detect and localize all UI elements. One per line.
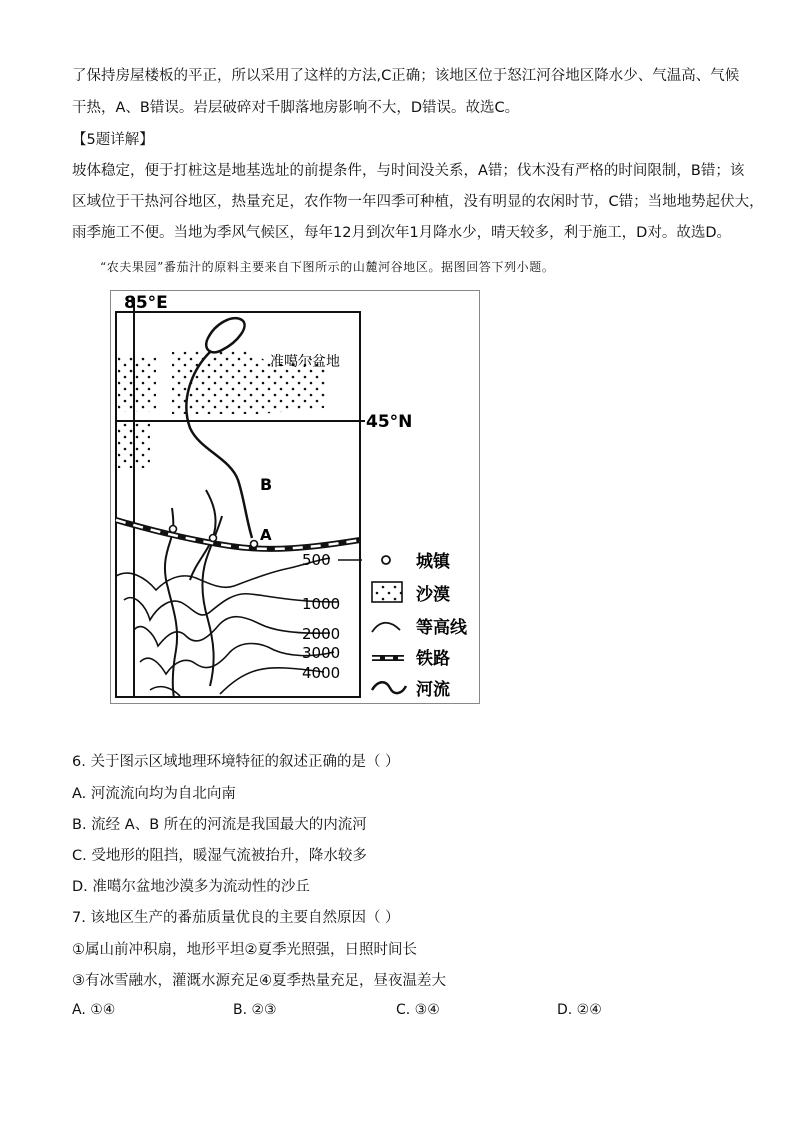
answer-text-line-2: 干热，A、B错误。岩层破碎对千脚落地房影响不大，D错误。故选C。 bbox=[72, 100, 520, 116]
contour-label-2000: 2000 bbox=[302, 625, 341, 643]
basin-label: 准噶尔盆地 bbox=[270, 354, 340, 370]
q5-text-line-3: 雨季施工不便。当地为季风气候区，每年12月到次年1月降水少，晴天较多，利于施工，D对。故选D。 bbox=[72, 225, 732, 241]
q7-option-a: A. ①④ bbox=[72, 1002, 116, 1018]
legend-contour-label: 等高线 bbox=[416, 618, 467, 638]
q7-stem: 7. 该地区生产的番茄质量优良的主要自然原因（ ） bbox=[72, 910, 400, 926]
q7-option-d: D. ②④ bbox=[557, 1002, 602, 1018]
legend-town-label: 城镇 bbox=[416, 552, 450, 572]
q6-option-c: C. 受地形的阻挡，暖湿气流被抬升，降水较多 bbox=[72, 848, 367, 864]
town-marker bbox=[210, 535, 217, 542]
q7-option-c: C. ③④ bbox=[396, 1002, 440, 1018]
contour-label-1000: 1000 bbox=[302, 595, 341, 613]
contour-label-500: 500 bbox=[302, 551, 331, 569]
answer-text-line-1: 了保持房屋楼板的平正，所以采用了这样的方法,C正确；该地区位于怒江河谷地区降水少、气温高、气候 bbox=[72, 68, 740, 84]
town-marker bbox=[170, 526, 177, 533]
q5-heading: 【5题详解】 bbox=[72, 132, 154, 148]
legend-railway-label: 铁路 bbox=[416, 649, 450, 669]
town-marker-a bbox=[251, 541, 258, 548]
q5-text-line-2: 区域位于干热河谷地区，热量充足，农作物一年四季可种植，没有明显的农闲时节，C错；当地地势起伏大， bbox=[72, 194, 764, 210]
region-b-label: B bbox=[260, 475, 273, 494]
q6-option-b: B. 流经 A、B 所在的河流是我国最大的内流河 bbox=[72, 817, 367, 833]
q6-option-a: A. 河流流向均为自北向南 bbox=[72, 786, 236, 802]
point-a-label: A bbox=[260, 526, 272, 544]
q6-option-d: D. 准噶尔盆地沙漠多为流动性的沙丘 bbox=[72, 879, 310, 895]
question-intro: “农夫果园”番茄汁的原料主要来自下图所示的山麓河谷地区。据图回答下列小题。 bbox=[100, 260, 555, 274]
legend-town-symbol bbox=[382, 556, 390, 564]
q7-statement-2: ③有冰雪融水，灌溉水源充足④夏季热量充足，昼夜温差大 bbox=[72, 973, 446, 989]
q5-text-line-1: 坡体稳定，便于打桩这是地基选址的前提条件，与时间没关系，A错；伐木没有严格的时间限制，B错；该 bbox=[72, 163, 745, 179]
figure-border bbox=[111, 291, 480, 704]
q6-stem: 6. 关于图示区域地理环境特征的叙述正确的是（ ） bbox=[72, 754, 400, 770]
map-svg bbox=[110, 290, 480, 704]
latitude-label: 45°N bbox=[366, 412, 413, 432]
longitude-label: 85°E bbox=[124, 293, 168, 313]
legend-desert-symbol bbox=[372, 582, 402, 602]
q7-option-b: B. ②③ bbox=[233, 1002, 277, 1018]
contour-label-4000: 4000 bbox=[302, 664, 341, 682]
legend-desert-label: 沙漠 bbox=[416, 585, 450, 605]
q7-statement-1: ①属山前冲积扇，地形平坦②夏季光照强，日照时间长 bbox=[72, 942, 417, 958]
legend-river-label: 河流 bbox=[416, 680, 450, 700]
map-figure bbox=[110, 290, 480, 704]
contour-label-3000: 3000 bbox=[302, 644, 341, 662]
